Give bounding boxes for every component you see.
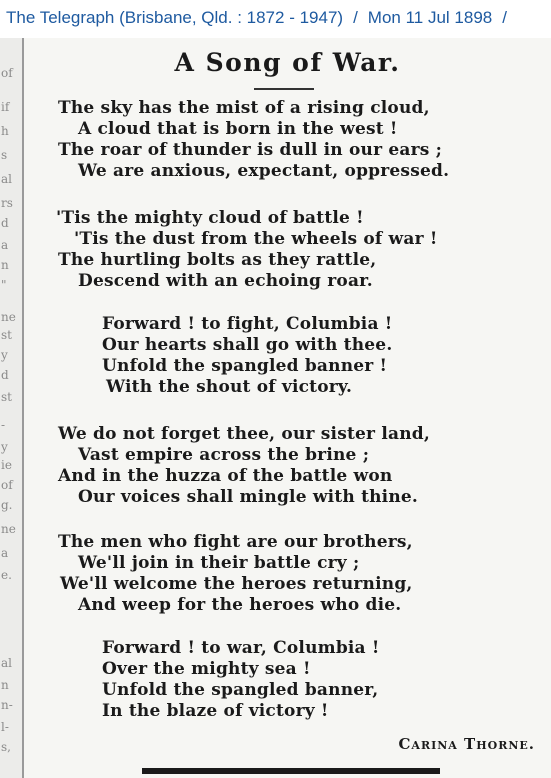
poem-line: Forward ! to fight, Columbia ! xyxy=(102,314,393,334)
margin-fragment: a xyxy=(1,238,9,252)
article-title: A Song of War. xyxy=(174,48,401,77)
margin-fragment: e. xyxy=(1,568,12,582)
margin-fragment: - xyxy=(1,418,6,432)
poem-line: The roar of thunder is dull in our ears ; xyxy=(58,140,443,160)
poem-line: In the blaze of victory ! xyxy=(102,701,329,721)
margin-fragment: st xyxy=(1,328,12,342)
poem-line: Unfold the spangled banner, xyxy=(102,680,379,700)
margin-fragment: d xyxy=(1,368,9,382)
poem-line: Over the mighty sea ! xyxy=(102,659,311,679)
margin-fragment: s, xyxy=(1,740,11,754)
breadcrumb-separator: / xyxy=(353,8,358,27)
margin-fragment: d xyxy=(1,216,9,230)
margin-fragment: rs xyxy=(1,196,13,210)
poem-line: With the shout of victory. xyxy=(106,377,353,397)
breadcrumb-newspaper-link[interactable]: The Telegraph (Brisbane, Qld. : 1872 - 1947) xyxy=(6,8,344,27)
margin-fragment: s xyxy=(1,148,8,162)
margin-fragment: y xyxy=(1,348,8,362)
margin-fragment: n xyxy=(1,678,9,692)
poem-line: Our hearts shall go with thee. xyxy=(102,335,393,355)
title-divider xyxy=(254,88,314,90)
poem-line: Vast empire across the brine ; xyxy=(78,445,370,465)
poem-line: We'll join in their battle cry ; xyxy=(78,553,360,573)
margin-fragment: ne xyxy=(1,522,16,536)
margin-fragment: l- xyxy=(1,720,9,734)
margin-fragment: st xyxy=(1,390,12,404)
adjacent-column-fragment xyxy=(0,38,24,778)
poem-line: We are anxious, expectant, oppressed. xyxy=(78,161,450,181)
margin-fragment: al xyxy=(1,172,12,186)
author-signature: Carina Thorne. xyxy=(398,735,535,753)
margin-fragment: if xyxy=(1,100,10,114)
breadcrumb xyxy=(0,0,551,36)
poem-line: The hurtling bolts as they rattle, xyxy=(58,250,377,270)
poem-line: We'll welcome the heroes returning, xyxy=(60,574,413,594)
breadcrumb-separator-trailing: / xyxy=(502,8,507,27)
margin-fragment: y xyxy=(1,440,8,454)
newspaper-scan xyxy=(0,38,551,778)
margin-fragment: of xyxy=(1,478,13,492)
breadcrumb-date-link[interactable]: Mon 11 Jul 1898 xyxy=(367,8,493,27)
article-column xyxy=(24,38,551,778)
poem-line: And weep for the heroes who die. xyxy=(78,595,402,615)
poem-line: We do not forget thee, our sister land, xyxy=(58,424,430,444)
margin-fragment: h xyxy=(1,124,9,138)
margin-fragment: of xyxy=(1,66,13,80)
margin-fragment: al xyxy=(1,656,12,670)
poem-line: Forward ! to war, Columbia ! xyxy=(102,638,380,658)
margin-fragment: n- xyxy=(1,698,13,712)
poem-line: The sky has the mist of a rising cloud, xyxy=(58,98,430,118)
margin-fragment: g. xyxy=(1,498,13,512)
poem-line: 'Tis the dust from the wheels of war ! xyxy=(74,229,438,249)
margin-fragment: ie xyxy=(1,458,12,472)
margin-fragment: a xyxy=(1,546,9,560)
poem-line: A cloud that is born in the west ! xyxy=(78,119,398,139)
poem-line: And in the huzza of the battle won xyxy=(58,466,393,486)
poem-line: Unfold the spangled banner ! xyxy=(102,356,388,376)
poem-line: Our voices shall mingle with thine. xyxy=(78,487,419,507)
margin-fragment: ne xyxy=(1,310,16,324)
margin-fragment: n xyxy=(1,258,9,272)
poem-line: Descend with an echoing roar. xyxy=(78,271,373,291)
poem-line: The men who fight are our brothers, xyxy=(58,532,413,552)
poem-line: 'Tis the mighty cloud of battle ! xyxy=(56,208,364,228)
article-end-rule xyxy=(142,768,440,774)
margin-fragment: " xyxy=(1,278,7,292)
